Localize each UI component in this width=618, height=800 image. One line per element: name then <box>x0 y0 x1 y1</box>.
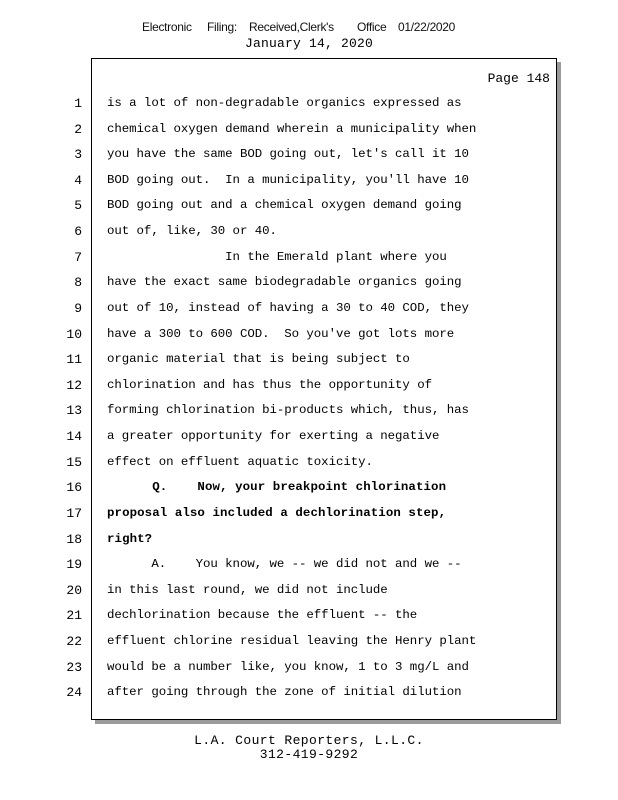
line-number: 20 <box>66 583 82 598</box>
line-number: 4 <box>74 173 82 188</box>
transcript-date: January 14, 2020 <box>244 36 374 51</box>
line-number: 22 <box>66 634 82 649</box>
line-number: 21 <box>66 608 82 623</box>
line-text: in this last round, we did not include <box>107 583 388 597</box>
line-number: 19 <box>66 557 82 572</box>
line-text: a greater opportunity for exerting a negative <box>107 429 440 443</box>
line-text: you have the same BOD going out, let's call it 10 <box>107 147 469 161</box>
line-number: 12 <box>66 378 82 393</box>
line-text: effect on effluent aquatic toxicity. <box>107 455 373 469</box>
filing-electronic: Electronic <box>142 20 192 34</box>
line-number: 9 <box>74 301 82 316</box>
line-text: after going through the zone of initial dilution <box>107 685 462 699</box>
line-text: organic material that is being subject to <box>107 352 410 366</box>
line-number: 10 <box>66 327 82 342</box>
line-text: is a lot of non-degradable organics expressed as <box>107 96 462 110</box>
page-number: Page 148 <box>487 71 550 86</box>
line-text: In the Emerald plant where you <box>107 250 447 264</box>
line-text: proposal also included a dechlorination step, <box>107 506 447 520</box>
line-text: A. You know, we -- we did not and we -- <box>107 557 462 571</box>
footer-phone: 312-419-9292 <box>259 747 359 762</box>
line-text: effluent chlorine residual leaving the Henry plant <box>107 634 477 648</box>
line-number: 15 <box>66 455 82 470</box>
line-number: 17 <box>66 506 82 521</box>
line-text: Q. Now, your breakpoint chlorination <box>107 480 447 494</box>
line-text: have a 300 to 600 COD. So you've got lots more <box>107 327 455 341</box>
line-number: 6 <box>74 224 82 239</box>
line-text: BOD going out. In a municipality, you'll have 10 <box>107 173 469 187</box>
filing-received: Received,Clerk's <box>249 20 334 34</box>
line-text: right? <box>107 532 153 546</box>
line-text: chemical oxygen demand wherein a municipality when <box>107 122 477 136</box>
footer-company: L.A. Court Reporters, L.L.C. <box>194 733 424 748</box>
line-text: out of, like, 30 or 40. <box>107 224 277 238</box>
line-number: 5 <box>74 198 82 213</box>
line-number: 14 <box>66 429 82 444</box>
line-number: 18 <box>66 532 82 547</box>
line-number: 3 <box>74 147 82 162</box>
filing-date: 01/22/2020 <box>398 20 456 34</box>
line-text: BOD going out and a chemical oxygen demand going <box>107 198 462 212</box>
line-text: would be a number like, you know, 1 to 3 mg/L and <box>107 660 469 674</box>
line-number: 2 <box>74 122 82 137</box>
line-text: forming chlorination bi-products which, thus, has <box>107 403 469 417</box>
line-number: 24 <box>66 685 82 700</box>
line-number: 1 <box>74 96 82 111</box>
line-text: chlorination and has thus the opportunity of <box>107 378 432 392</box>
line-text: have the exact same biodegradable organics going <box>107 275 462 289</box>
filing-stamp-header <box>0 20 618 36</box>
line-number: 8 <box>74 275 82 290</box>
line-number: 13 <box>66 403 82 418</box>
line-text: out of 10, instead of having a 30 to 40 COD, they <box>107 301 469 315</box>
filing-office: Office <box>357 20 387 34</box>
line-number: 16 <box>66 480 82 495</box>
line-text: dechlorination because the effluent -- the <box>107 608 418 622</box>
filing-filing: Filing: <box>207 20 237 34</box>
line-number: 11 <box>66 352 82 367</box>
line-number: 7 <box>74 250 82 265</box>
line-number: 23 <box>66 660 82 675</box>
